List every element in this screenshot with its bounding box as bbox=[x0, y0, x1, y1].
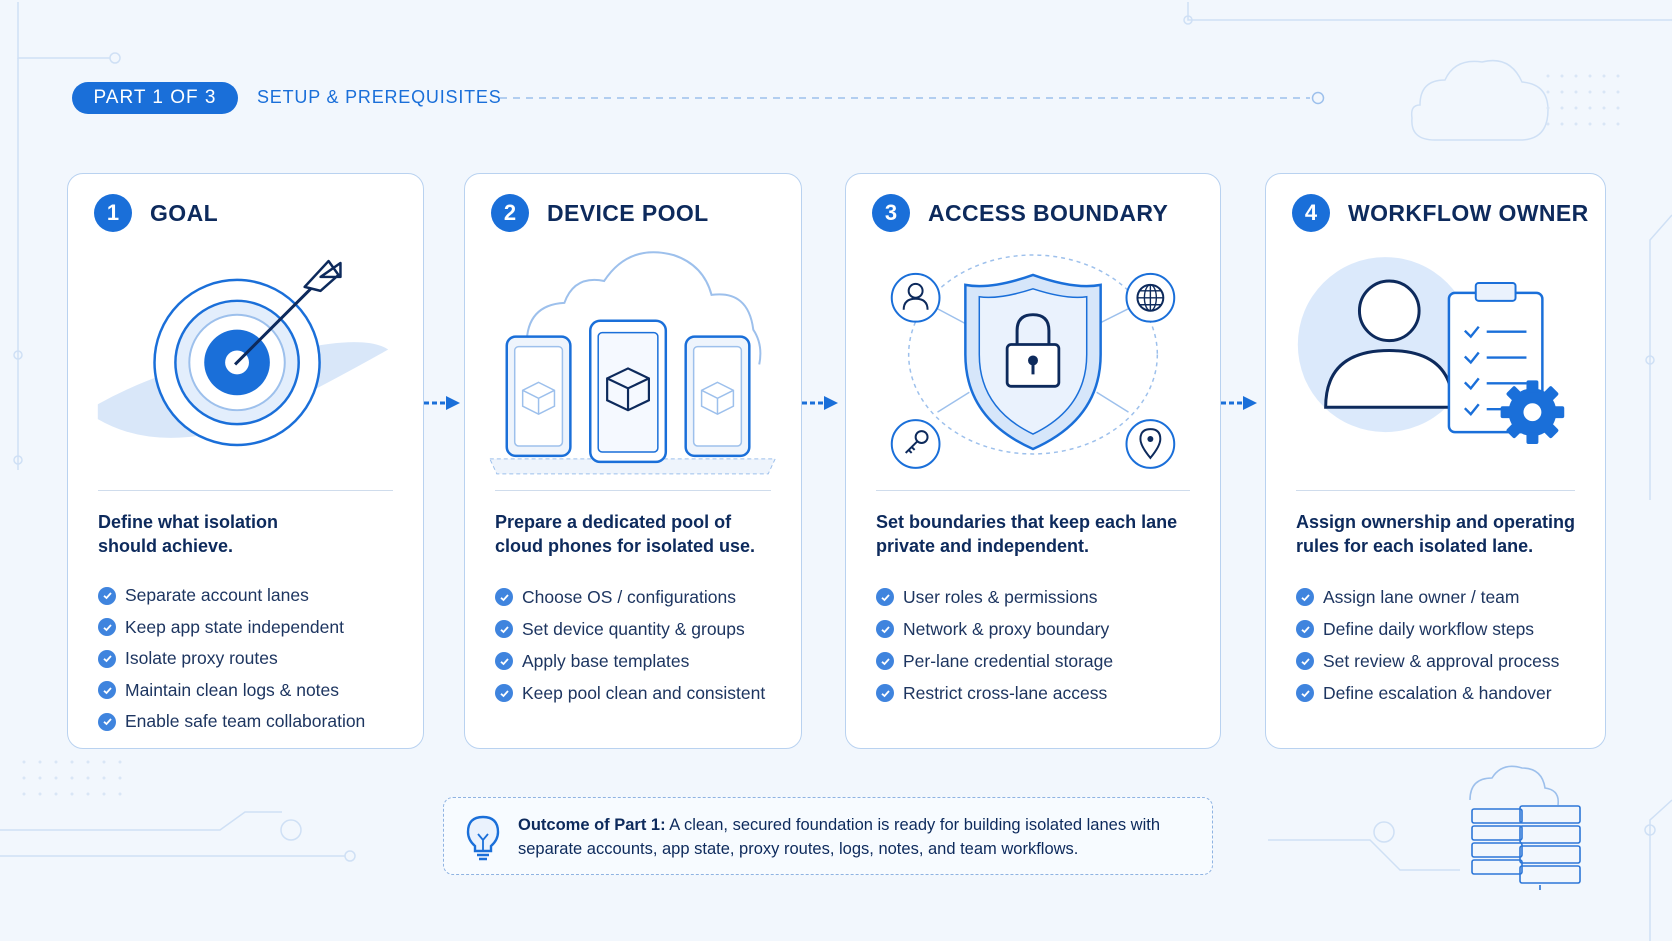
check-icon bbox=[495, 652, 513, 670]
server-cloud-icon bbox=[1470, 766, 1580, 890]
list-item: Assign lane owner / team bbox=[1296, 581, 1595, 613]
outcome-body: A clean, secured foundation is ready for building isolated lanes with separate accounts, app state, proxy routes, logs, notes, and team workflows. bbox=[518, 816, 1161, 858]
section-subtitle: SETUP & PREREQUISITES bbox=[257, 87, 502, 107]
step-number-badge: 2 bbox=[491, 194, 529, 232]
check-icon bbox=[1296, 588, 1314, 606]
list-item: Network & proxy boundary bbox=[876, 613, 1210, 645]
card-checklist bbox=[876, 581, 1210, 709]
check-icon bbox=[98, 587, 116, 605]
list-item: Isolate proxy routes bbox=[98, 643, 413, 675]
list-item: Keep app state independent bbox=[98, 612, 413, 644]
lightbulb-icon bbox=[464, 814, 502, 862]
step-number-badge: 3 bbox=[872, 194, 910, 232]
check-icon bbox=[1296, 652, 1314, 670]
list-item: User roles & permissions bbox=[876, 581, 1210, 613]
card-workflow-owner bbox=[1265, 173, 1606, 749]
card-checklist bbox=[98, 580, 413, 738]
list-item: Set device quantity & groups bbox=[495, 613, 791, 645]
list-item: Keep pool clean and consistent bbox=[495, 677, 791, 709]
check-icon bbox=[98, 650, 116, 668]
card-title: GOAL bbox=[150, 200, 219, 226]
step-number-badge: 1 bbox=[94, 194, 132, 232]
divider bbox=[1296, 490, 1575, 491]
card-checklist bbox=[495, 581, 791, 709]
check-icon bbox=[876, 652, 894, 670]
list-item: Enable safe team collaboration bbox=[98, 706, 413, 738]
check-icon bbox=[98, 618, 116, 636]
outcome-callout bbox=[443, 797, 1213, 875]
check-icon bbox=[1296, 620, 1314, 638]
list-item: Define daily workflow steps bbox=[1296, 613, 1595, 645]
arrow-right-icon bbox=[424, 394, 464, 412]
check-icon bbox=[495, 588, 513, 606]
check-icon bbox=[876, 684, 894, 702]
check-icon bbox=[98, 681, 116, 699]
check-icon bbox=[495, 620, 513, 638]
arrow-right-icon bbox=[1221, 394, 1261, 412]
card-description: Set boundaries that keep each lane private and independent. bbox=[876, 512, 1178, 556]
card-description: Define what isolation should achieve. bbox=[98, 512, 279, 556]
check-icon bbox=[876, 588, 894, 606]
list-item: Choose OS / configurations bbox=[495, 581, 791, 613]
step-number-badge: 4 bbox=[1292, 194, 1330, 232]
card-checklist bbox=[1296, 581, 1595, 709]
check-icon bbox=[98, 713, 116, 731]
outcome-text bbox=[518, 813, 1198, 861]
check-icon bbox=[495, 684, 513, 702]
check-icon bbox=[1296, 684, 1314, 702]
list-item: Set review & approval process bbox=[1296, 645, 1595, 677]
list-item: Define escalation & handover bbox=[1296, 677, 1595, 709]
list-item: Maintain clean logs & notes bbox=[98, 675, 413, 707]
card-title: ACCESS BOUNDARY bbox=[928, 200, 1169, 226]
outcome-label: Outcome of Part 1: bbox=[518, 816, 666, 834]
card-goal bbox=[67, 173, 424, 749]
card-description: Prepare a dedicated pool of cloud phones for isolated use. bbox=[495, 512, 756, 556]
card-device-pool bbox=[464, 173, 802, 749]
card-access-boundary bbox=[845, 173, 1221, 749]
divider bbox=[876, 490, 1190, 491]
card-title: WORKFLOW OWNER bbox=[1348, 200, 1589, 226]
divider bbox=[98, 490, 393, 491]
card-description: Assign ownership and operating rules for each isolated lane. bbox=[1296, 512, 1576, 556]
card-title: DEVICE POOL bbox=[547, 200, 709, 226]
list-item: Apply base templates bbox=[495, 645, 791, 677]
arrow-right-icon bbox=[802, 394, 842, 412]
divider bbox=[495, 490, 771, 491]
list-item: Restrict cross-lane access bbox=[876, 677, 1210, 709]
header-connector-line bbox=[500, 90, 1330, 106]
list-item: Per-lane credential storage bbox=[876, 645, 1210, 677]
part-badge: PART 1 OF 3 bbox=[72, 82, 238, 114]
list-item: Separate account lanes bbox=[98, 580, 413, 612]
check-icon bbox=[876, 620, 894, 638]
